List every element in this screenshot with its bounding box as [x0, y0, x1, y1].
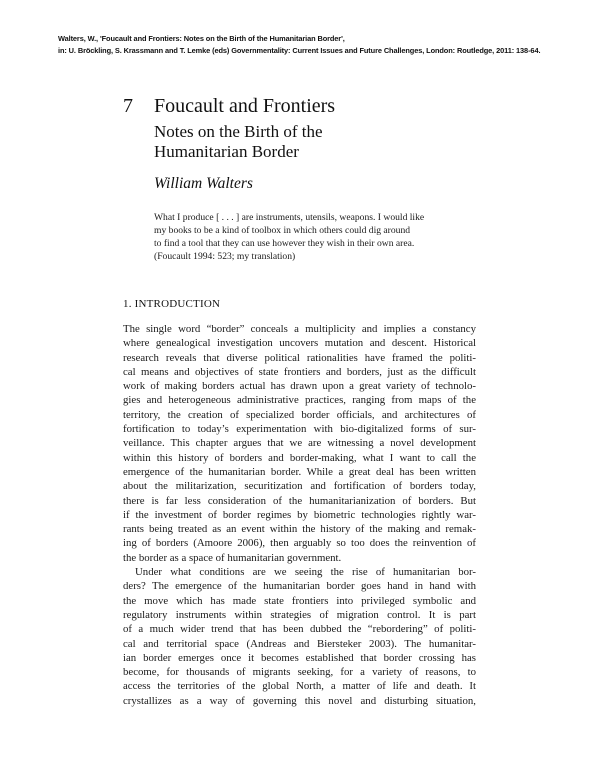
epigraph-citation: (Foucault 1994: 523; my translation) — [154, 251, 296, 263]
citation-line: Walters, W., 'Foucault and Frontiers: Notes on the Birth of the Humanitarian Border', — [58, 34, 345, 43]
section-heading: 1. INTRODUCTION — [123, 298, 221, 310]
body-line: there is far less consideration of the humanitarianization of borders. But — [123, 494, 476, 507]
body-line: crystallizes as a way of governing this novel and disturbing situation, — [123, 694, 476, 707]
body-line: the border as a space of humanitarian government. — [123, 551, 342, 564]
chapter-number: 7 — [123, 95, 133, 117]
body-line: access the territories of the global North, a matter of life and death. It — [123, 680, 476, 693]
body-line: ing of borders (Amoore 2006), then arguably so too does the reinvention of — [123, 537, 476, 550]
body-line: veillance. This chapter argues that we are witnessing a novel development — [123, 437, 476, 450]
body-line: cal means and objectives of state frontiers and borders, just as the difficult — [123, 365, 476, 378]
body-line: within this history of borders and border-making, what I want to call the — [123, 451, 476, 464]
chapter-subtitle — [154, 122, 323, 162]
body-line: work of making borders actual has drawn upon a great variety of technolo- — [123, 380, 476, 393]
body-text — [123, 322, 476, 708]
citation-line: in: U. Bröckling, S. Krassmann and T. Lemke (eds) Governmentality: Current Issues and Future Challenges, London: Routledge, 2011: 138-64. — [58, 46, 541, 55]
body-line: of a much wider trend that has been dubbed the “rebordering” of politi- — [123, 623, 476, 636]
body-line: gies and heterogeneous administrative practices, ranging from maps of the — [123, 394, 476, 407]
body-line: about the militarization, securitization and fortification of borders today, — [123, 480, 476, 493]
author-name: William Walters — [154, 175, 253, 192]
body-line: regulatory instruments within strategies of migration control. It is part — [123, 608, 476, 621]
citation-header — [58, 33, 578, 57]
body-line: ders? The emergence of the humanitarian border goes hand in hand with — [123, 580, 476, 593]
body-line: the move which has made state frontiers into privileged symbolic and — [123, 594, 476, 607]
body-line: become, for thousands of migrants seeking, for a variety of reasons, to — [123, 666, 476, 679]
body-line: where genealogical investigation uncovers mutation and descent. Historical — [123, 337, 476, 350]
body-line: ian border emerges once it becomes established that border crossing has — [123, 651, 476, 664]
body-line: fortification to today’s experimentation with bio-digitalized forms of sur- — [123, 423, 476, 436]
chapter-heading — [123, 95, 335, 117]
body-line: rants being treated as an event within the history of the making and remak- — [123, 523, 476, 536]
body-line: The single word “border” conceals a multiplicity and implies a constancy — [123, 323, 476, 335]
epigraph-line: to find a tool that they can use however they wish in their own area. — [154, 238, 415, 250]
subtitle-line: Humanitarian Border — [154, 142, 299, 161]
chapter-title: Foucault and Frontiers — [154, 95, 336, 117]
body-line: if the investment of border regimes by biometric technologies rightly war- — [123, 508, 476, 521]
epigraph-line: What I produce [ . . . ] are instruments, utensils, weapons. I would like — [154, 212, 425, 223]
body-line: Under what conditions are we seeing the rise of humanitarian bor- — [135, 566, 476, 579]
body-line: emergence of the humanitarian border. While a great deal has been written — [123, 465, 476, 478]
epigraph-line: my books to be a kind of toolbox in which others could dig around — [154, 225, 411, 237]
body-line: research reveals that diverse political rationalities have framed the politi- — [123, 351, 476, 364]
body-line: territory, the creation of specialized border officials, and architectures of — [123, 408, 476, 421]
body-line: cal and territorial space (Andreas and Biersteker 2003). The humanitar- — [123, 637, 476, 650]
subtitle-line: Notes on the Birth of the — [154, 122, 323, 141]
epigraph — [154, 211, 454, 263]
